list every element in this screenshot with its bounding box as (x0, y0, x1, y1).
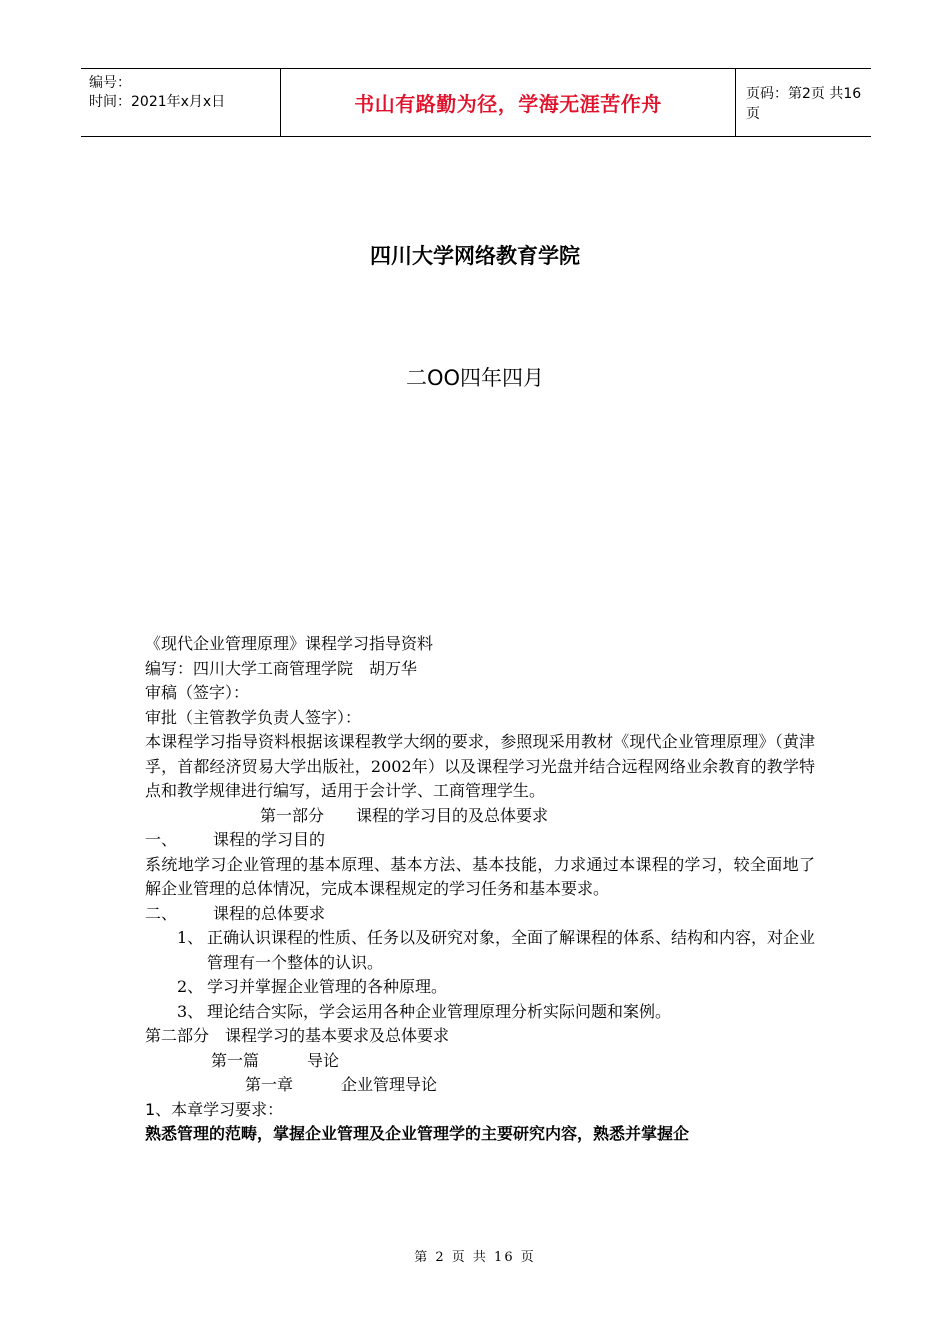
cover-date: 二OO四年四月 (405, 366, 545, 390)
header-meta-cell (81, 69, 281, 136)
list-item-number: 3、 (177, 1001, 204, 1021)
part1-heading: 第一部分 课程的学习目的及总体要求 (260, 805, 549, 825)
section1-heading (145, 828, 815, 853)
institution-title: 四川大学网络教育学院 (370, 244, 580, 268)
list-item (145, 975, 815, 1000)
section1-title: 课程的学习目的 (213, 830, 326, 849)
page-header (81, 68, 871, 137)
time-label: 时间：2021年x月x日 (89, 94, 226, 110)
list-item-text: 学习并掌握企业管理的各种原理。 (207, 977, 448, 996)
approval-line: 审批（主管教学负责人签字）： (145, 707, 362, 727)
document-body (145, 632, 815, 1147)
number-label: 编号： (89, 75, 131, 91)
list-item-number: 1、 (177, 928, 204, 947)
list-item-text: 正确认识课程的性质、任务以及研究对象，全面了解课程的体系、结构和内容，对企业管理有一个整体的认识。 (207, 928, 816, 972)
list-item-number: 2、 (177, 977, 204, 996)
section1-paragraph: 系统地学习企业管理的基本原理、基本方法、基本技能，力求通过本课程的学习，较全面地了解企业管理的总体情况，完成本课程规定的学习任务和基本要求。 (145, 854, 815, 898)
header-motto: 书山有路勤为径，学海无涯苦作舟 (281, 69, 736, 136)
study-requirement-heading: 1、本章学习要求： (145, 1099, 284, 1119)
header-page-info: 页码：第2页 共16页 (746, 85, 862, 122)
section2-heading (145, 902, 815, 927)
doc-title: 《现代企业管理原理》课程学习指导资料 (145, 634, 434, 653)
list-item (145, 1000, 815, 1025)
intro-paragraph: 本课程学习指导资料根据该课程教学大纲的要求，参照现采用教材《现代企业管理原理》（黄津孚，首都经济贸易大学出版社，2002年）以及课程学习光盘并结合远程网络业余教育的教学特点和教学规律进行编写，适用于会计学、工商管理学生。 (145, 732, 815, 800)
page-footer: 第 2 页 共 16 页 (414, 1250, 536, 1265)
study-requirement-text: 熟悉管理的范畴，掌握企业管理及企业管理学的主要研究内容，熟悉并掌握企 (145, 1124, 690, 1143)
list-item-text: 理论结合实际，学会运用各种企业管理原理分析实际问题和案例。 (207, 1001, 672, 1021)
chapter-part: 第一篇 导论 (211, 1050, 340, 1070)
section2-title: 课程的总体要求 (213, 903, 326, 923)
section1-number: 一、 (145, 830, 178, 849)
list-item (145, 926, 815, 975)
section2-number: 二、 (145, 903, 178, 923)
chapter-title: 第一章 企业管理导论 (245, 1075, 438, 1094)
author-line: 编写：四川大学工商管理学院 胡万华 (145, 658, 418, 678)
part2-heading: 第二部分 课程学习的基本要求及总体要求 (145, 1026, 450, 1045)
review-line: 审稿（签字）： (145, 683, 250, 702)
